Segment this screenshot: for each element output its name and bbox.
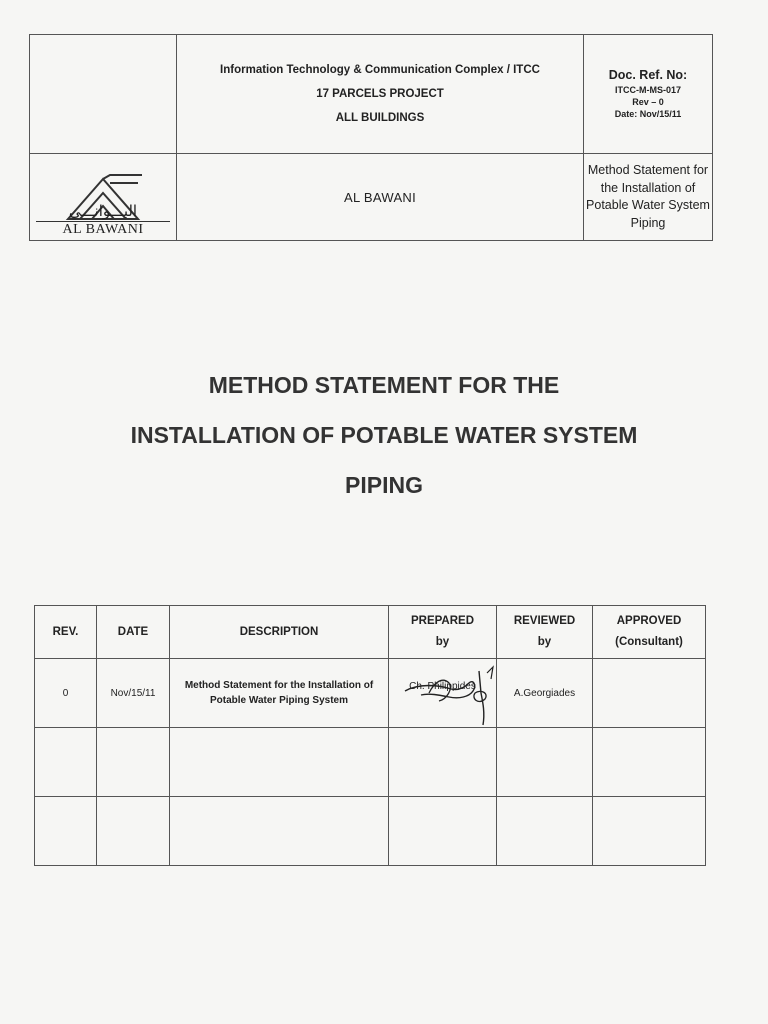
doc-ref-title: Doc. Ref. No:: [608, 68, 688, 82]
empty-cell: [593, 797, 706, 866]
empty-cell: [97, 728, 170, 797]
cell-description: Method Statement for the Installation of Potable Water Piping System: [170, 659, 389, 728]
prepared-by-name: Ch. Philippides: [409, 681, 476, 692]
empty-cell: [593, 728, 706, 797]
company-logo: [30, 154, 177, 241]
header-description: DESCRIPTION: [170, 606, 389, 659]
empty-cell: [170, 728, 389, 797]
signature-icon: [399, 663, 499, 727]
empty-cell: [97, 797, 170, 866]
revision-table: [34, 605, 706, 866]
empty-cell: [35, 728, 97, 797]
project-name: Information Technology & Communication Complex / ITCC: [220, 64, 540, 76]
cell-prepared: [389, 659, 497, 728]
cell-reviewed: A.Georgiades: [497, 659, 593, 728]
page-title: [0, 360, 768, 510]
doc-date: Date: Nov/15/11: [614, 109, 682, 119]
header-reviewed-sub: by: [537, 636, 552, 648]
header-table: [29, 34, 713, 241]
empty-cell: [389, 797, 497, 866]
empty-cell: [35, 797, 97, 866]
company-name: AL BAWANI: [177, 154, 584, 241]
project-parcels: 17 PARCELS PROJECT: [316, 88, 444, 100]
header-approved-label: APPROVED: [616, 615, 682, 627]
title-line-1: METHOD STATEMENT FOR THE: [208, 372, 560, 398]
project-info: [177, 35, 584, 154]
title-line-2: INSTALLATION OF POTABLE WATER SYSTEM: [130, 422, 638, 448]
header-prepared-label: PREPARED: [410, 615, 475, 627]
document-subject: Method Statement for the Installation of Potable Water System Piping: [584, 154, 713, 241]
table-row: [35, 797, 706, 866]
header-reviewed: [497, 606, 593, 659]
doc-revision: Rev – 0: [632, 97, 664, 107]
empty-cell: [497, 797, 593, 866]
header-date: DATE: [97, 606, 170, 659]
project-scope: ALL BUILDINGS: [335, 112, 425, 124]
empty-cell: [389, 728, 497, 797]
empty-cell: [497, 728, 593, 797]
header-prepared: [389, 606, 497, 659]
cell-approved: [593, 659, 706, 728]
blank-cell: [30, 35, 177, 154]
title-line-3: PIPING: [345, 472, 423, 498]
cell-rev: 0: [35, 659, 97, 728]
header-prepared-sub: by: [435, 636, 450, 648]
empty-cell: [170, 797, 389, 866]
table-row: [35, 659, 706, 728]
logo-latin-text: AL BAWANI: [36, 221, 170, 238]
logo-arabic-text: البـــوانـــي: [68, 202, 138, 220]
header-rev: REV.: [35, 606, 97, 659]
doc-ref-cell: [584, 35, 713, 154]
header-approved: [593, 606, 706, 659]
table-row: [35, 728, 706, 797]
header-approved-sub: (Consultant): [615, 636, 683, 648]
header-reviewed-label: REVIEWED: [513, 615, 576, 627]
doc-ref-number: ITCC-M-MS-017: [614, 85, 681, 95]
cell-date: Nov/15/11: [97, 659, 170, 728]
